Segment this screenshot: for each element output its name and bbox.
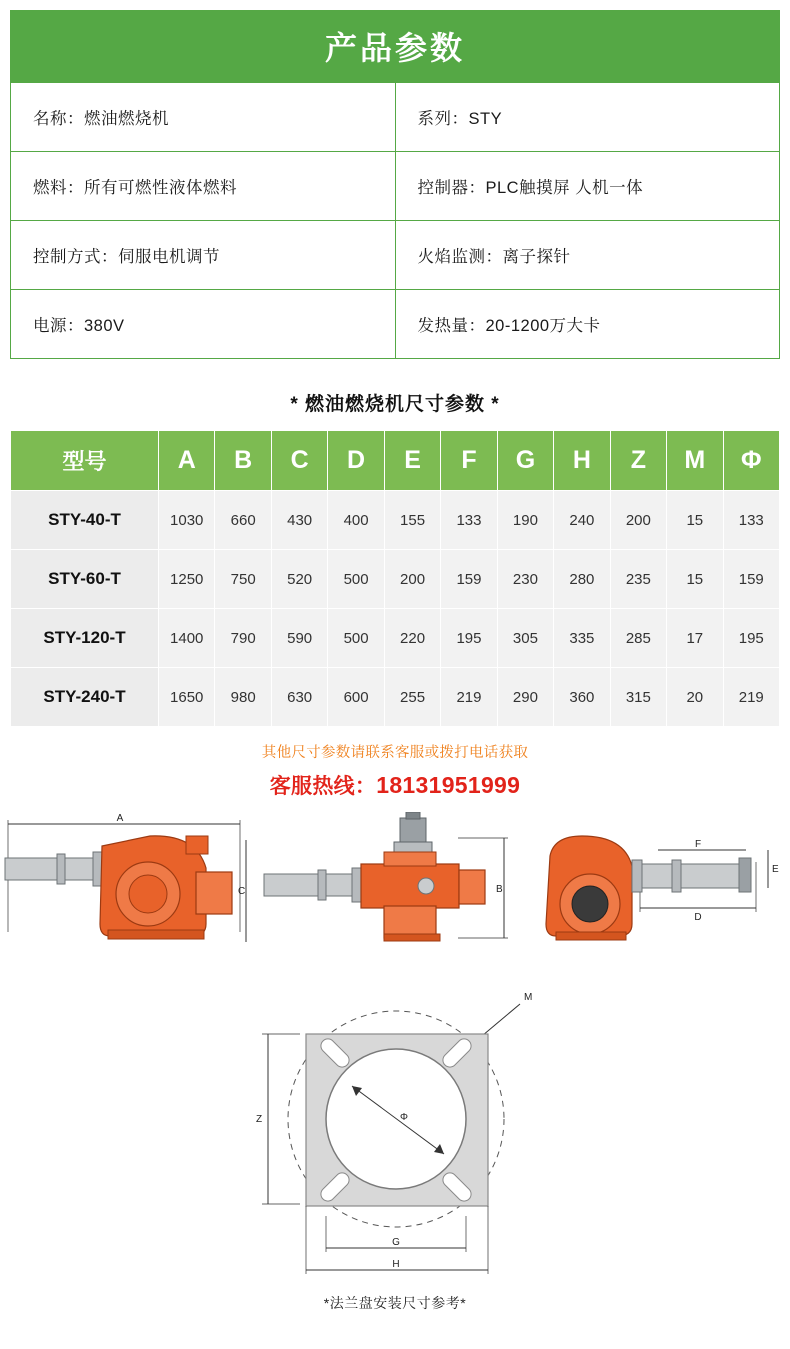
column-header-e: E	[384, 431, 440, 491]
cell-c: 520	[271, 550, 327, 609]
cell-h: 360	[554, 668, 610, 727]
dim-label-h: H	[392, 1259, 400, 1270]
cell-phi: 133	[723, 491, 779, 550]
cell-f: 195	[441, 609, 497, 668]
cell-a: 1650	[159, 668, 215, 727]
cell-g: 305	[497, 609, 553, 668]
table-row	[11, 668, 780, 727]
dim-label-f: F	[694, 839, 702, 850]
table-row	[11, 491, 780, 550]
cell-f: 159	[441, 550, 497, 609]
cell-phi: 195	[723, 609, 779, 668]
cell-z: 315	[610, 668, 666, 727]
cell-e: 155	[384, 491, 440, 550]
cell-h: 280	[554, 550, 610, 609]
dim-label-c: C	[238, 886, 246, 897]
spec-cell-left: 控制方式：伺服电机调节	[11, 221, 396, 290]
column-header-model: 型号	[11, 431, 159, 491]
dim-label-z: Z	[256, 1114, 263, 1125]
cell-c: 430	[271, 491, 327, 550]
cell-m: 15	[667, 491, 723, 550]
other-dimensions-note: 其他尺寸参数请联系客服或拨打电话获取	[261, 745, 529, 761]
cell-e: 200	[384, 550, 440, 609]
cell-model: STY-120-T	[11, 609, 159, 668]
cell-model: STY-40-T	[11, 491, 159, 550]
dim-label-d: D	[694, 912, 702, 923]
column-header-m: M	[667, 431, 723, 491]
table-row	[11, 290, 780, 359]
table-row	[11, 152, 780, 221]
cell-g: 190	[497, 491, 553, 550]
dimension-section-title: * 燃油燃烧机尺寸参数 *	[290, 394, 500, 415]
cell-f: 133	[441, 491, 497, 550]
dim-label-a: A	[116, 813, 124, 824]
table-row	[11, 609, 780, 668]
spec-cell-right: 火焰监测：离子探针	[395, 221, 780, 290]
cell-a: 1030	[159, 491, 215, 550]
cell-d: 600	[328, 668, 384, 727]
cell-e: 220	[384, 609, 440, 668]
burner-drawings	[0, 812, 790, 982]
cell-b: 660	[215, 491, 271, 550]
flange-caption: *法兰盘安装尺寸参考*	[323, 1295, 467, 1311]
dim-label-e: E	[772, 864, 779, 875]
cell-d: 500	[328, 550, 384, 609]
spec-cell-left: 电源：380V	[11, 290, 396, 359]
table-header-row	[11, 431, 780, 491]
cell-b: 790	[215, 609, 271, 668]
cell-d: 500	[328, 609, 384, 668]
cell-model: STY-60-T	[11, 550, 159, 609]
spec-cell-left: 名称：燃油燃烧机	[11, 83, 396, 152]
column-header-c: C	[271, 431, 327, 491]
cell-c: 630	[271, 668, 327, 727]
column-header-phi: Φ	[723, 431, 779, 491]
dim-label-b: B	[496, 884, 503, 895]
spec-cell-left: 燃料：所有可燃性液体燃料	[11, 152, 396, 221]
cell-z: 200	[610, 491, 666, 550]
page-title: 产品参数	[324, 30, 465, 66]
cell-h: 240	[554, 491, 610, 550]
specification-table	[10, 82, 780, 359]
column-header-g: G	[497, 431, 553, 491]
drawing-side-view-svg	[0, 812, 260, 982]
spec-cell-right: 发热量：20-1200万大卡	[395, 290, 780, 359]
dim-label-m: M	[524, 992, 533, 1003]
column-header-z: Z	[610, 431, 666, 491]
drawing-top-view-svg	[258, 812, 518, 982]
cell-m: 15	[667, 550, 723, 609]
flange-drawing-svg	[0, 986, 790, 1286]
drawing-front-view	[520, 812, 790, 987]
cell-b: 980	[215, 668, 271, 727]
column-header-h: H	[554, 431, 610, 491]
drawing-front-view-svg	[520, 812, 790, 982]
cell-m: 17	[667, 609, 723, 668]
cell-c: 590	[271, 609, 327, 668]
column-header-d: D	[328, 431, 384, 491]
table-row	[11, 83, 780, 152]
cell-phi: 159	[723, 550, 779, 609]
table-row	[11, 550, 780, 609]
cell-a: 1250	[159, 550, 215, 609]
cell-b: 750	[215, 550, 271, 609]
cell-phi: 219	[723, 668, 779, 727]
column-header-b: B	[215, 431, 271, 491]
table-row	[11, 221, 780, 290]
cell-z: 235	[610, 550, 666, 609]
hotline-number: 18131951999	[376, 772, 521, 798]
cell-a: 1400	[159, 609, 215, 668]
spec-cell-right: 系列：STY	[395, 83, 780, 152]
drawing-top-view	[258, 812, 518, 987]
cell-d: 400	[328, 491, 384, 550]
cell-z: 285	[610, 609, 666, 668]
cell-m: 20	[667, 668, 723, 727]
cell-h: 335	[554, 609, 610, 668]
cell-g: 290	[497, 668, 553, 727]
cell-g: 230	[497, 550, 553, 609]
cell-f: 219	[441, 668, 497, 727]
dim-label-g: G	[392, 1237, 400, 1248]
dimension-table	[10, 430, 780, 727]
page-banner	[10, 10, 780, 82]
hotline-label: 客服热线：	[269, 775, 377, 798]
column-header-f: F	[441, 431, 497, 491]
cell-e: 255	[384, 668, 440, 727]
column-header-a: A	[159, 431, 215, 491]
drawing-side-view	[0, 812, 260, 987]
spec-cell-right: 控制器：PLC触摸屏 人机一体	[395, 152, 780, 221]
dim-label-phi: Φ	[400, 1112, 408, 1123]
cell-model: STY-240-T	[11, 668, 159, 727]
flange-drawing	[0, 986, 790, 1316]
hotline-note	[0, 770, 790, 800]
